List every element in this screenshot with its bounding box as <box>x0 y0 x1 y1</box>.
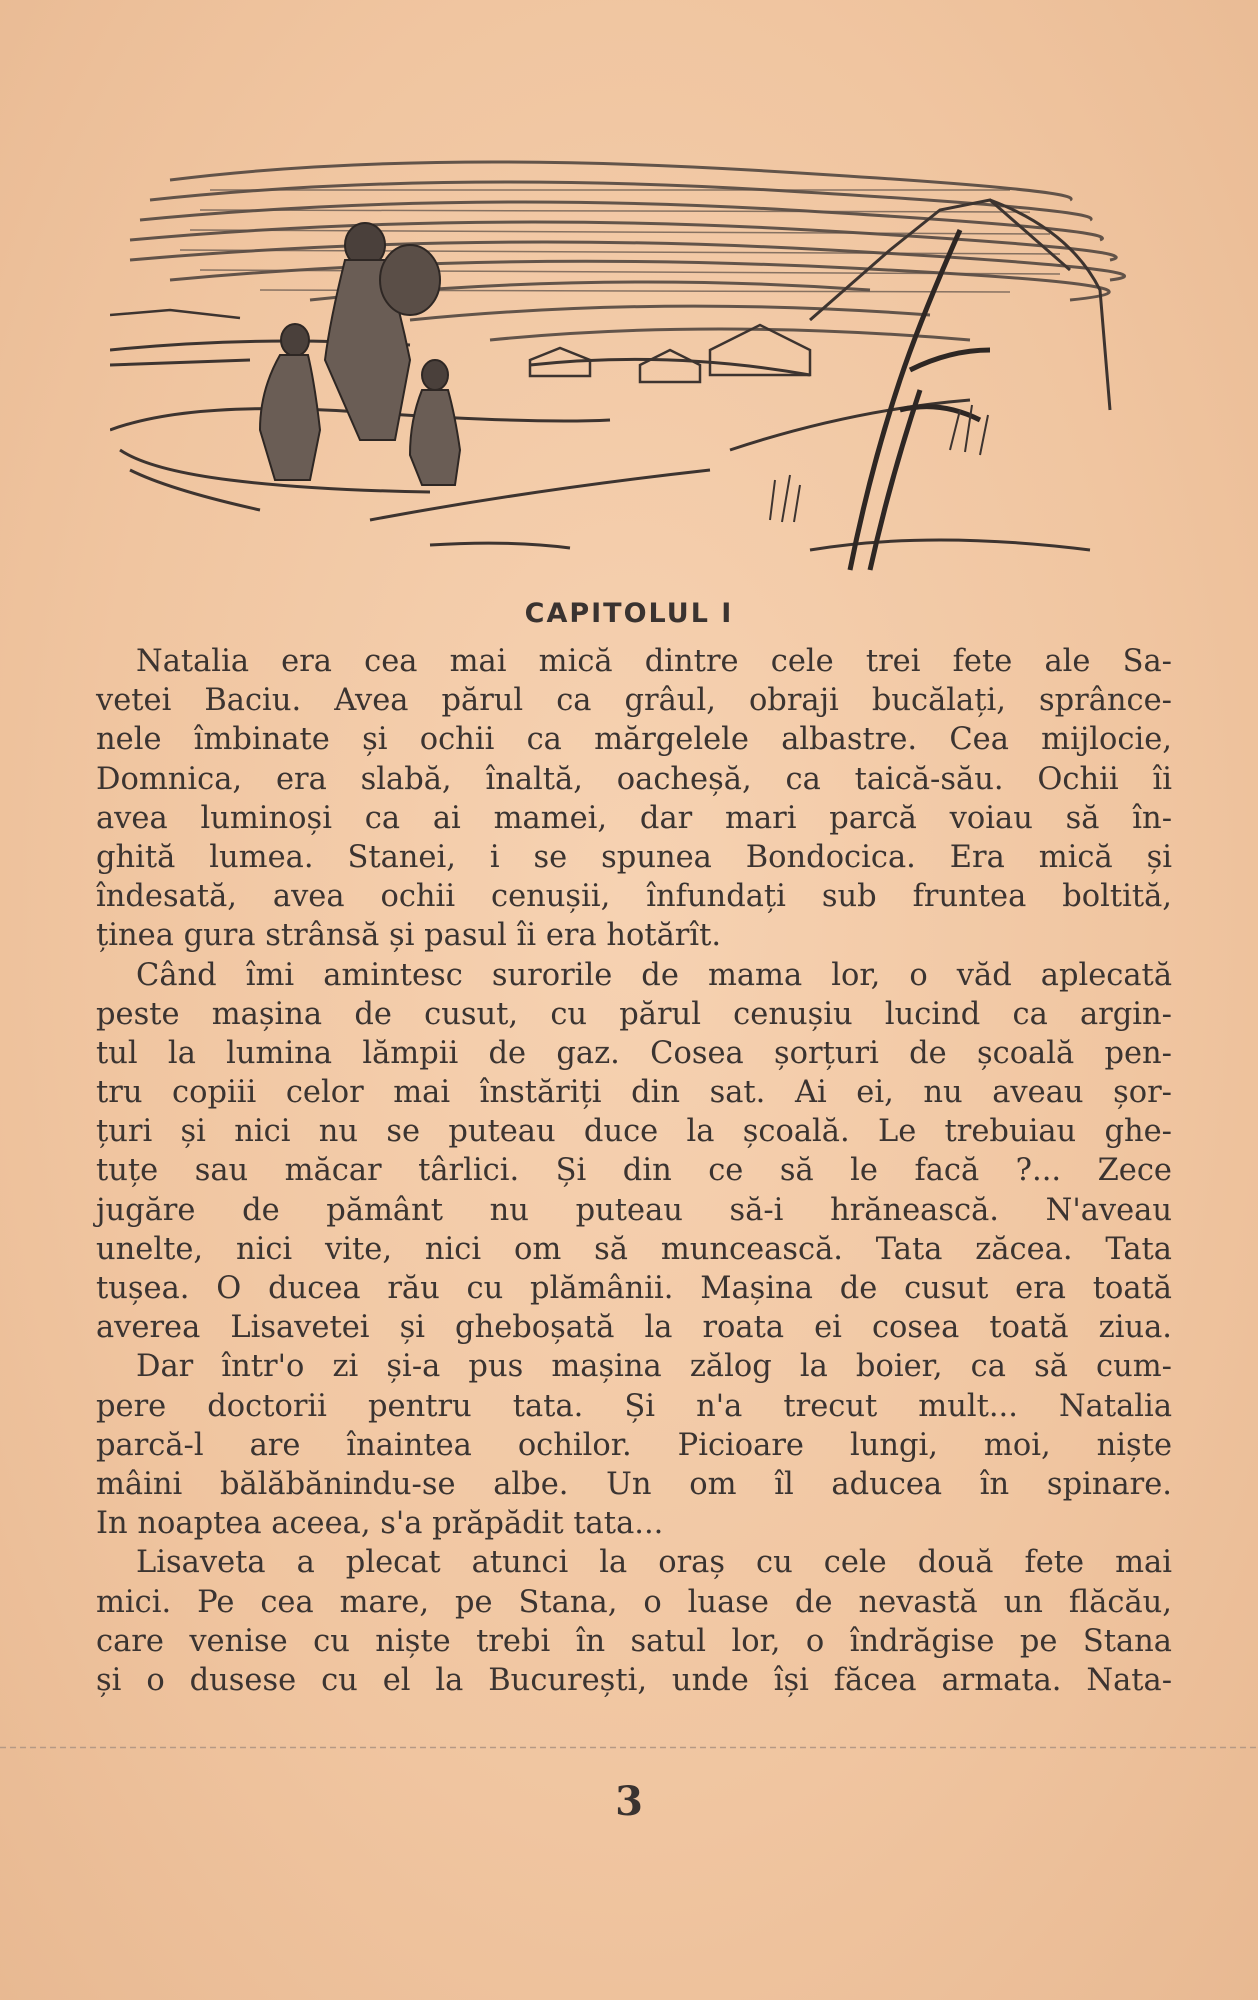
chapter-title: CAPITOLUL I <box>524 598 734 629</box>
text-line: unelte, nici vite, nici om să muncească. Tata zăcea. Tata <box>96 1231 1172 1267</box>
text-line: avea luminoși ca ai mamei, dar mari parcă voiau să în- <box>96 800 1172 836</box>
text-line: tușea. O ducea rău cu plămânii. Mașina de cusut era toată <box>96 1271 1172 1306</box>
text-line: pere doctorii pentru tata. Și n'a trecut mult... Natalia <box>96 1388 1172 1424</box>
text-line: jugăre de pământ nu puteau să-i hrănească. N'aveau <box>96 1192 1172 1228</box>
text-line: ținea gura strânsă și pasul îi era hotărît. <box>96 918 722 954</box>
text-line: nele îmbinate și ochii ca mărgelele albastre. Cea mijlocie, <box>96 722 1172 758</box>
text-line: parcă-l are înaintea ochilor. Picioare lungi, moi, niște <box>96 1427 1172 1463</box>
text-line: și o dusese cu el la București, unde își făcea armata. Nata- <box>96 1662 1172 1698</box>
text-line: averea Lisavetei și gheboșată la roata ei cosea toată ziua. <box>96 1310 1172 1346</box>
text-line: îndesată, avea ochii cenușii, înfundați sub fruntea boltită, <box>96 879 1172 915</box>
page-number: 3 <box>615 1778 643 1825</box>
text-line: țuri și nici nu se puteau duce la școală. Le trebuiau ghe- <box>96 1114 1172 1150</box>
text-line: Dar într'o zi și-a pus mașina zălog la boier, ca să cum- <box>136 1349 1172 1385</box>
text-line: tul la lumina lămpii de gaz. Cosea șorțuri de școală pen- <box>96 1035 1172 1071</box>
text-line: care venise cu niște trebi în satul lor, o îndrăgise pe Stana <box>96 1623 1172 1659</box>
text-line: In noaptea aceea, s'a prăpădit tata... <box>96 1506 664 1542</box>
text-line: Domnica, era slabă, înaltă, oacheșă, ca taică-său. Ochii îi <box>96 761 1172 797</box>
text-line: tuțe sau măcar târlici. Și din ce să le facă ?... Zece <box>96 1153 1172 1189</box>
text-line: tru copiii celor mai înstăriți din sat. Ai ei, nu aveau șor- <box>96 1075 1172 1111</box>
winter-village-illustration <box>110 150 1170 590</box>
page-edge-line <box>0 1746 1258 1749</box>
text-line: Lisaveta a plecat atunci la oraș cu cele două fete mai <box>136 1545 1172 1581</box>
text-line: mâini bălăbănindu-se albe. Un om îl aducea în spinare. <box>96 1466 1172 1502</box>
body-text <box>96 642 1172 1700</box>
text-line: vetei Baciu. Avea părul ca grâul, obraji bucălați, sprânce- <box>96 683 1172 719</box>
text-line: Natalia era cea mai mică dintre cele trei fete ale Sa- <box>136 644 1172 679</box>
text-line: mici. Pe cea mare, pe Stana, o luase de nevastă un flăcău, <box>96 1584 1172 1620</box>
text-line: peste mașina de cusut, cu părul cenușiu lucind ca argin- <box>96 996 1172 1032</box>
text-line: ghită lumea. Stanei, i se spunea Bondocica. Era mică și <box>96 839 1172 875</box>
text-line: Când îmi amintesc surorile de mama lor, o văd aplecată <box>136 957 1172 993</box>
